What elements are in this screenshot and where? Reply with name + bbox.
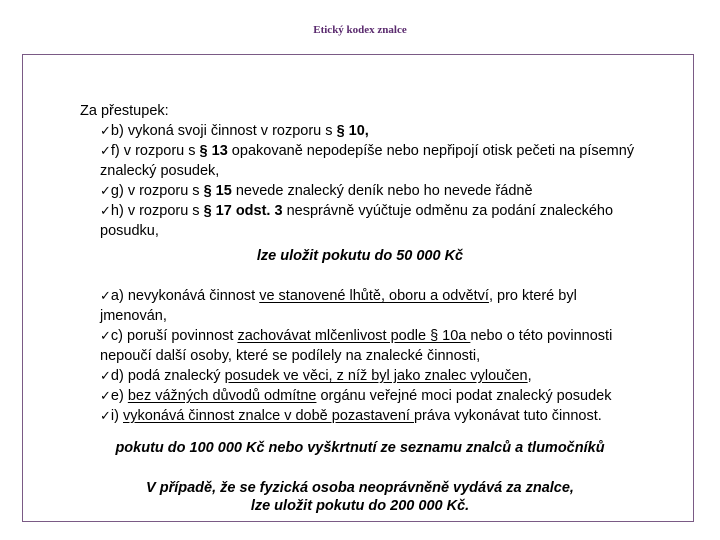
- item-g-ref: § 15: [203, 183, 232, 199]
- check-icon: ✓: [100, 389, 111, 404]
- item-i-text: i): [110, 408, 123, 424]
- list-item-g: [100, 181, 533, 202]
- item-h-text: h) v rozporu s: [110, 203, 204, 219]
- item-i-text-2: práva vykonávat tuto činnost.: [413, 408, 602, 424]
- item-a-text-2: , pro které byl: [488, 288, 577, 304]
- check-icon: ✓: [100, 409, 111, 424]
- slide-title: Etický kodex znalce: [313, 24, 407, 36]
- check-icon: ✓: [100, 184, 111, 199]
- check-icon: ✓: [100, 289, 111, 304]
- penalty-100000: pokutu do 100 000 Kč nebo vyškrtnutí ze seznamu znalců a tlumočníků: [115, 440, 605, 456]
- check-icon: ✓: [100, 204, 111, 219]
- item-h-continuation: posudku,: [100, 223, 159, 239]
- item-b-text: b) vykoná svoji činnost v rozporu s: [110, 123, 337, 139]
- check-icon: ✓: [100, 329, 111, 344]
- list-item-a: [100, 286, 577, 307]
- list-item-h: [100, 201, 613, 222]
- item-f-continuation: znalecký posudek,: [100, 163, 220, 179]
- intro-text: Za přestupek:: [80, 103, 169, 119]
- list-item-d: [100, 366, 532, 387]
- item-c-underlined: zachovávat mlčenlivost podle § 10a: [237, 328, 471, 344]
- item-f-ref: § 13: [199, 143, 228, 159]
- list-item-f: [100, 141, 634, 162]
- item-h-text-2: nesprávně vyúčtuje odměnu za podání znaleckého: [282, 203, 614, 219]
- check-icon: ✓: [100, 144, 111, 159]
- final-statement-line1: V případě, že se fyzická osoba neoprávněně vydává za znalce,: [146, 480, 574, 496]
- item-g-text-2: nevede znalecký deník nebo ho nevede řádně: [231, 183, 533, 199]
- item-f-text-2: opakovaně nepodepíše nebo nepřipojí otisk pečeti na písemný: [227, 143, 635, 159]
- item-g-text: g) v rozporu s: [110, 183, 204, 199]
- check-icon: ✓: [100, 124, 111, 139]
- list-item-e: [100, 386, 611, 407]
- item-i-underlined: vykonává činnost znalce v době pozastavení: [123, 408, 414, 424]
- item-e-text-2: orgánu veřejné moci podat znalecký posudek: [316, 388, 612, 404]
- check-icon: ✓: [100, 369, 111, 384]
- penalty-50000: lze uložit pokutu do 50 000 Kč: [256, 248, 464, 264]
- item-b-ref: § 10,: [336, 123, 369, 139]
- item-a-underlined: ve stanovené lhůtě, oboru a odvětví: [259, 288, 489, 304]
- item-c-text: c) poruší povinnost: [110, 328, 238, 344]
- item-d-text-2: ,: [527, 368, 532, 384]
- list-item-b: [100, 121, 369, 142]
- final-statement-line2: lze uložit pokutu do 200 000 Kč.: [250, 498, 470, 514]
- item-f-text: f) v rozporu s: [110, 143, 200, 159]
- list-item-c: [100, 326, 612, 347]
- item-e-text: e): [110, 388, 128, 404]
- item-d-text: d) podá znalecký: [110, 368, 225, 384]
- item-c-text-2: nebo o této povinnosti: [470, 328, 613, 344]
- list-item-i: [100, 406, 602, 427]
- item-h-ref: § 17 odst. 3: [203, 203, 283, 219]
- item-a-text: a) nevykonává činnost: [110, 288, 260, 304]
- item-a-continuation: jmenován,: [100, 308, 167, 324]
- item-d-underlined: posudek ve věci, z níž byl jako znalec vyloučen: [224, 368, 528, 384]
- item-c-continuation: nepoučí další osoby, které se podílely na znalecké činnosti,: [100, 348, 481, 364]
- item-e-underlined: bez vážných důvodů odmítne: [127, 388, 317, 404]
